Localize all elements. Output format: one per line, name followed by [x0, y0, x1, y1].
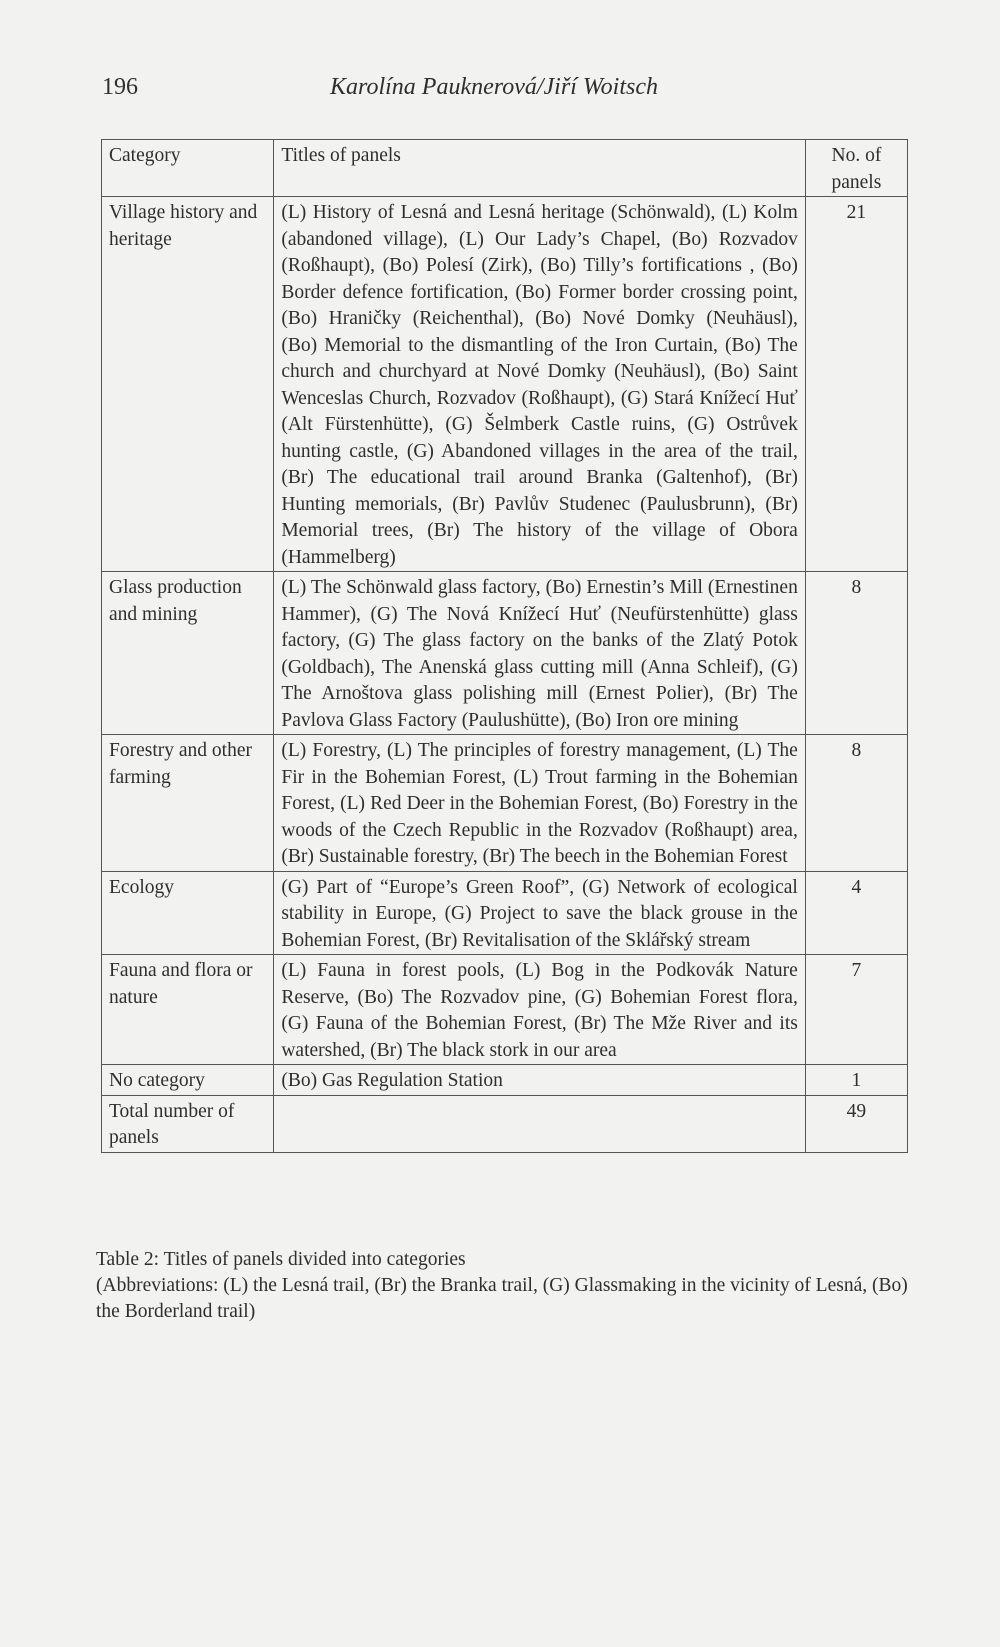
running-head [102, 74, 932, 114]
table-total-row [102, 1095, 908, 1152]
row-count: 8 [805, 572, 907, 735]
row-count: 4 [805, 871, 907, 955]
row-count: 7 [805, 955, 907, 1065]
row-category: Glass production and mining [102, 572, 274, 735]
table-row [102, 871, 908, 955]
table-row [102, 735, 908, 872]
header-category: Category [102, 140, 274, 197]
row-titles: (L) Fauna in forest pools, (L) Bog in the Podkovák Nature Reserve, (Bo) The Rozvadov pine, (G) Bohemian Forest flora, (G) Fauna of the Bohemian Forest, (Br) The Mže River and its watershed, (Br) The black stork in our area [274, 955, 805, 1065]
row-titles: (G) Part of “Europe’s Green Roof”, (G) Network of ecological stability in Europe, (G) Project to save the black grouse in the Bohemian Forest, (Br) Revitalisation of the Sklářský stream [274, 871, 805, 955]
header-titles: Titles of panels [274, 140, 805, 197]
header-count: No. of panels [805, 140, 907, 197]
table-caption [96, 1247, 926, 1325]
row-count: 8 [805, 735, 907, 872]
row-category: Fauna and flora or nature [102, 955, 274, 1065]
row-titles: (L) The Schönwald glass factory, (Bo) Ernestin’s Mill (Ernestinen Hammer), (G) The Nová Knížecí Huť (Neufürstenhütte) glass factory, (G) The glass factory on the banks of the Zlatý Potok (Goldbach), The Anenská glass cutting mill (Anna Schleif), (G) The Arnoštova glass polishing mill (Ernest Polier), (Br) The Pavlova Glass Factory (Paulushütte), (Bo) Iron ore mining [274, 572, 805, 735]
row-category: No category [102, 1065, 274, 1096]
table-header-row [102, 140, 908, 197]
total-label: Total number of panels [102, 1095, 274, 1152]
caption-abbreviations: (Abbreviations: (L) the Lesná trail, (Br) the Branka trail, (G) Glassmaking in the vicinity of Lesná, (Bo) the Borderland trail) [96, 1275, 908, 1322]
table-row [102, 197, 908, 572]
total-titles [274, 1095, 805, 1152]
row-category: Ecology [102, 871, 274, 955]
row-titles: (Bo) Gas Regulation Station [274, 1065, 805, 1096]
row-count: 1 [805, 1065, 907, 1096]
page-number: 196 [102, 74, 138, 100]
table-row [102, 1065, 908, 1096]
total-count: 49 [805, 1095, 907, 1152]
row-titles: (L) History of Lesná and Lesná heritage (Schönwald), (L) Kolm (abandoned village), (L) Our Lady’s Chapel, (Bo) Rozvadov (Roßhaupt), (Bo) Polesí (Zirk), (Bo) Tilly’s fortifications , (Bo) Border defence fortification, (Bo) Former border crossing point, (Bo) Hraničky (Reichenthal), (Bo) Nové Domky (Neuhäusl), (Bo) Memorial to the dismantling of the Iron Curtain, (Bo) The church and churchyard at Nové Domky (Neuhäusl), (Bo) Saint Wenceslas Church, Rozvadov (Roßhaupt), (G) Stará Knížecí Huť (Alt Fürstenhütte), (G) Šelmberk Castle ruins, (G) Ostrůvek hunting castle, (G) Abandoned villages in the area of the trail, (Br) The educational trail around Branka (Galtenhof), (Br) Hunting memorials, (Br) Pavlův Studenec (Paulusbrunn), (Br) Memorial trees, (Br) The history of the village of Obora (Hammelberg) [274, 197, 805, 572]
caption-title: Table 2: Titles of panels divided into categories [96, 1249, 466, 1270]
running-head-authors: Karolína Pauknerová/Jiří Woitsch [330, 74, 658, 100]
panels-table [101, 139, 908, 1153]
table-row [102, 955, 908, 1065]
table-row [102, 572, 908, 735]
row-category: Forestry and other farming [102, 735, 274, 872]
row-count: 21 [805, 197, 907, 572]
row-titles: (L) Forestry, (L) The principles of forestry management, (L) The Fir in the Bohemian Forest, (L) Trout farming in the Bohemian Forest, (L) Red Deer in the Bohemian Forest, (Bo) Forestry in the woods of the Czech Republic in the Rozvadov (Roßhaupt) area, (Br) Sustainable forestry, (Br) The beech in the Bohemian Forest [274, 735, 805, 872]
row-category: Village history and heritage [102, 197, 274, 572]
